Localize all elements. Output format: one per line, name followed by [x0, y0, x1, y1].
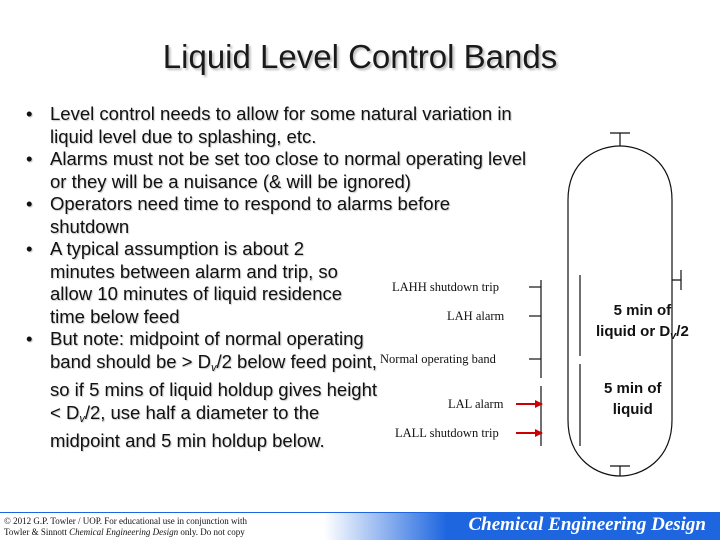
copyright-part: only. Do not copy	[178, 527, 245, 537]
subscript: v	[210, 361, 217, 374]
bullet-text: But note: midpoint of normal operating band should be > D	[50, 328, 364, 372]
note-line: 5 min of	[604, 380, 662, 397]
slide-title: Liquid Level Control Bands	[162, 38, 558, 75]
bullet-text: /2, use half a diameter to the midpoint and 5 min holdup below.	[50, 401, 325, 451]
footer-bar	[0, 512, 720, 540]
note-text: /2	[676, 323, 689, 340]
note-line: liquid	[612, 401, 653, 418]
note-line: 5 min of	[613, 302, 672, 319]
subscript: v	[670, 330, 677, 342]
feed-nozzle	[672, 270, 681, 290]
bullet-text: Level control needs to allow for some natural variation in liquid level due to splashing, etc.	[50, 103, 512, 147]
lahh-label: LAHH shutdown trip	[392, 280, 499, 294]
copyright-part: Towler & Sinnott	[4, 527, 70, 537]
bottom-nozzle	[610, 466, 630, 476]
normal-band-label: Normal operating band	[380, 352, 496, 366]
bullet-text: A typical assumption is about 2 minutes between alarm and trip, so allow 10 minutes of liquid residence time below feed	[50, 238, 343, 327]
top-nozzle	[610, 133, 630, 146]
lal-label: LAL alarm	[448, 397, 504, 411]
subscript: v	[79, 412, 85, 425]
note-line	[596, 321, 689, 347]
copyright-line: © 2012 G.P. Towler / UOP. For educational use in conjunction with	[4, 516, 248, 526]
upper-holdup-note	[596, 300, 689, 347]
bullet-text: Operators need time to respond to alarms before shutdown	[50, 193, 451, 237]
bullet-text: Alarms must not be set too close to normal operating level or they will be a nuisance (& will be ignored)	[50, 148, 527, 192]
lall-label: LALL shutdown trip	[395, 426, 499, 440]
note-text: liquid or D	[596, 323, 671, 340]
bullet-text: /2 below feed point, so if 5 mins of liquid holdup gives height < D	[50, 350, 378, 423]
brand-title: Chemical Engineering Design	[468, 514, 706, 535]
lower-holdup-note	[604, 378, 662, 420]
lah-label: LAH alarm	[447, 309, 505, 323]
copyright-book: Chemical Engineering Design	[69, 527, 179, 537]
